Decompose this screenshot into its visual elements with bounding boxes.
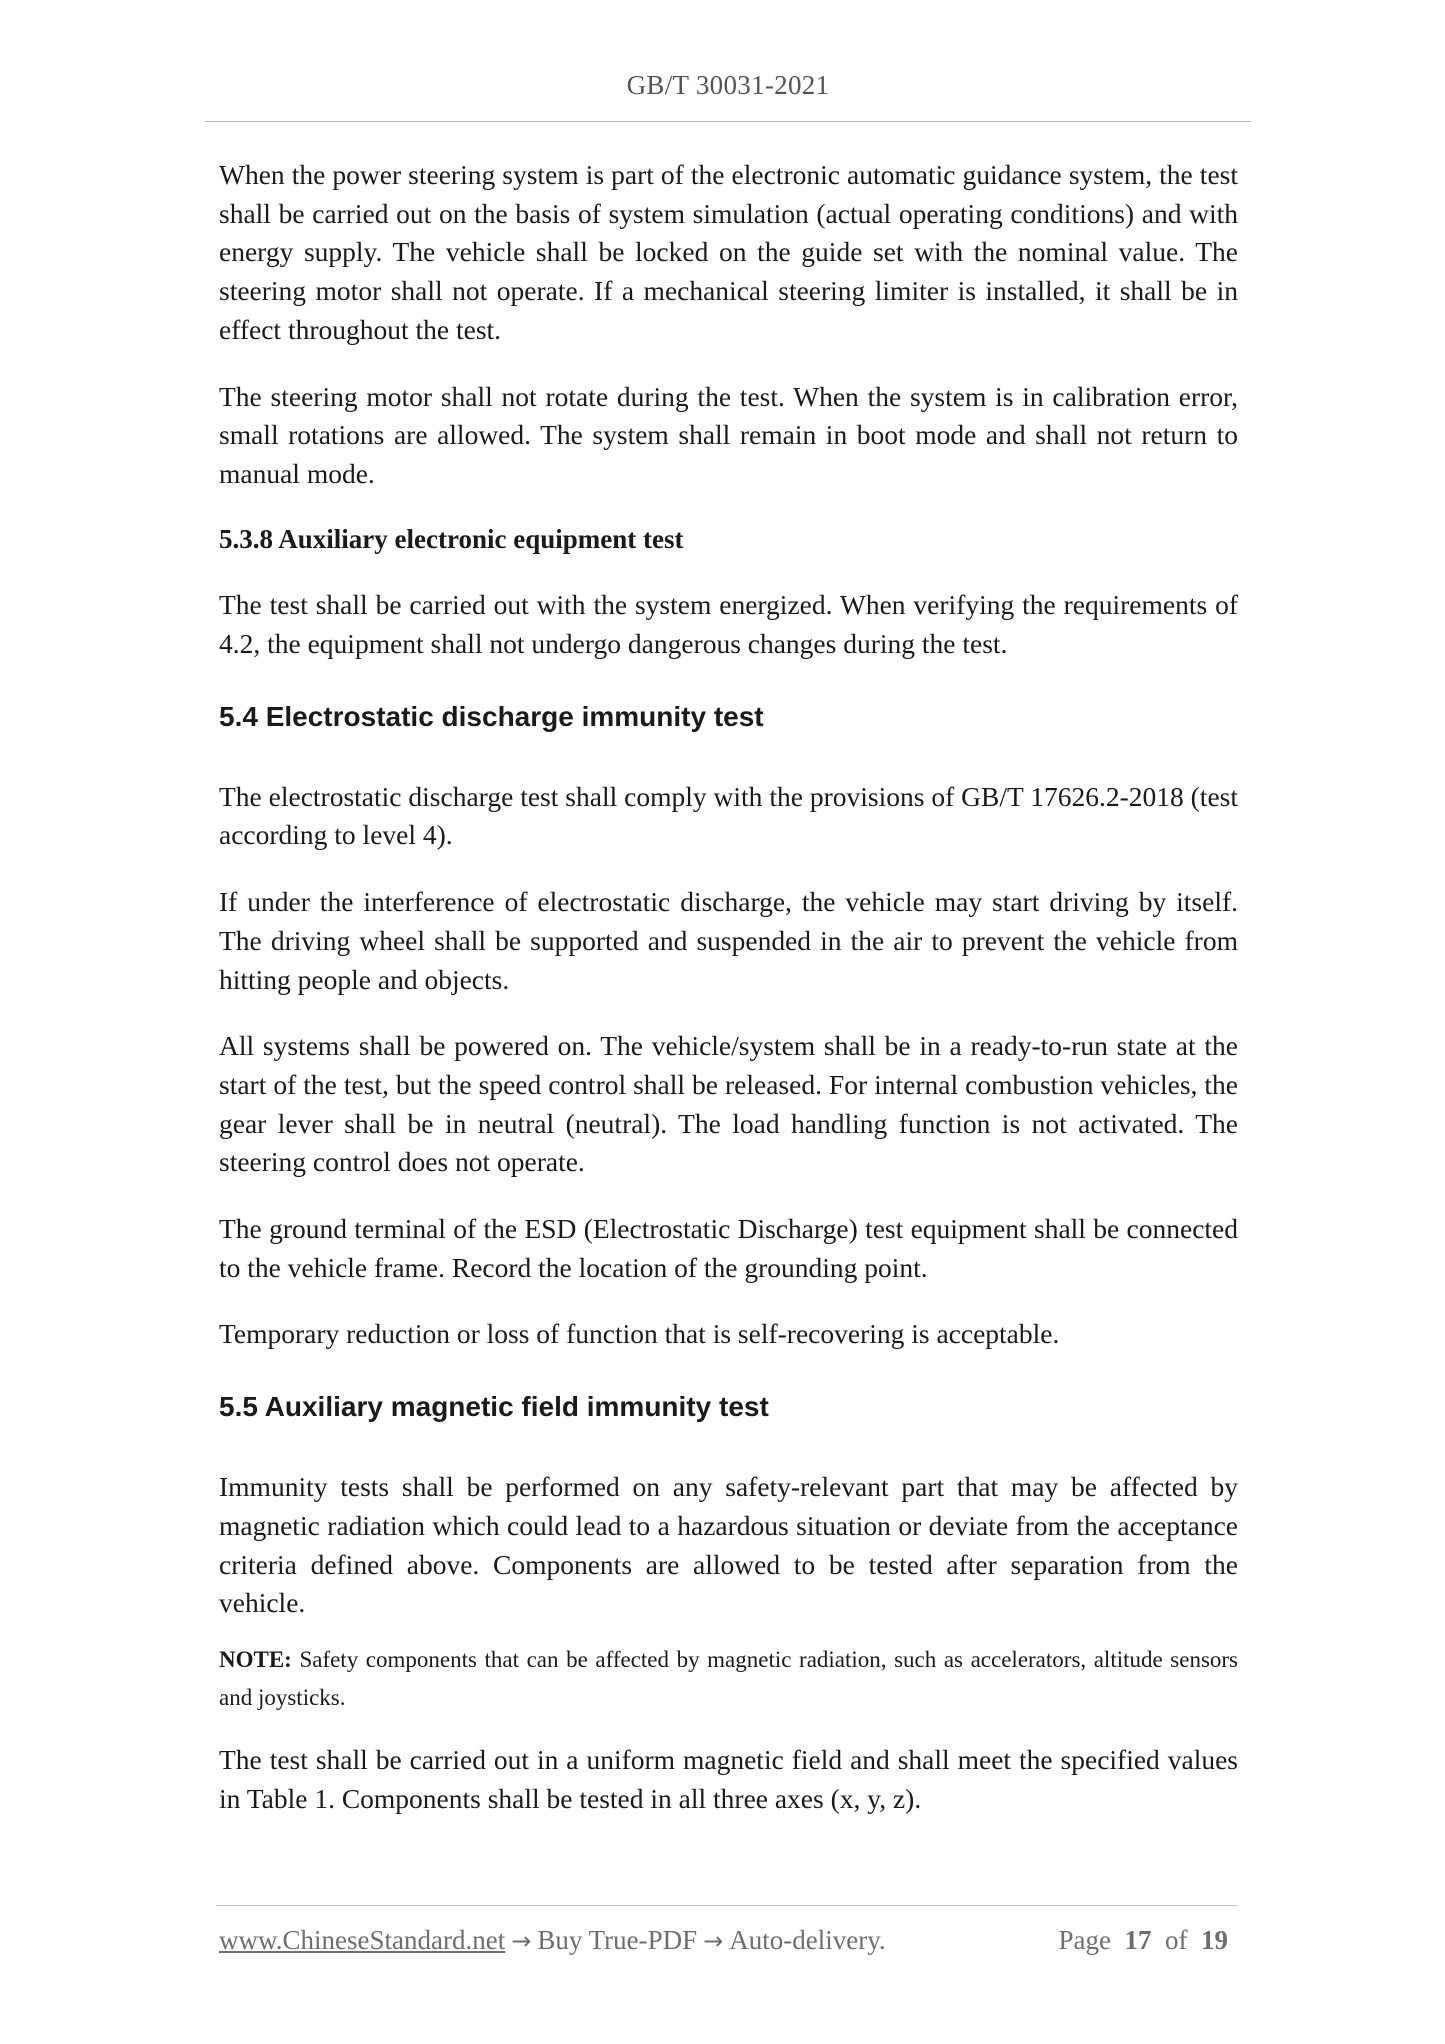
arrow-right-icon: → [703,1927,724,1955]
note-label: NOTE: [219,1646,292,1672]
paragraph-temporary-reduction: Temporary reduction or loss of function that is self-recovering is acceptable. [219,1318,1060,1350]
note [219,1641,1238,1717]
heading-5-5: 5.5 Auxiliary magnetic field immunity test [219,1391,769,1423]
delivery-text: Auto-delivery. [729,1925,886,1955]
header-divider [205,121,1251,122]
buy-text: Buy True-PDF [537,1925,698,1955]
arrow-right-icon: → [511,1927,532,1955]
current-page-number: 17 [1124,1925,1152,1955]
footer-promo [219,1925,886,1956]
paragraph-immunity-tests: Immunity tests shall be performed on any safety-relevant part that may be affected by magnetic radiation which could lead to a hazardous situation or deviate from the acceptance criteria defined above. Components are allowed to be tested after separation from the vehicle. [219,1471,1238,1619]
of-word: of [1165,1925,1188,1955]
footer-divider [216,1905,1238,1906]
paragraph-esd-interference: If under the interference of electrostatic discharge, the vehicle may start driving by itself. The driving wheel shall be supported and suspended in the air to prevent the vehicle from hitting people and objects. [219,886,1238,995]
website-link[interactable]: www.ChineseStandard.net [219,1925,506,1955]
page-body [219,156,1238,1818]
paragraph-esd-provisions: The electrostatic discharge test shall comply with the provisions of GB/T 17626.2-2018 (test according to level 4). [219,780,1238,851]
total-pages-number: 19 [1201,1925,1228,1955]
document-id-header: GB/T 30031-2021 [626,70,830,100]
note-text: Safety components that can be affected by magnetic radiation, such as accelerators, altitude sensors and joysticks. [219,1646,1239,1710]
heading-5-4: 5.4 Electrostatic discharge immunity test [219,700,764,732]
paragraph-ground-terminal: The ground terminal of the ESD (Electrostatic Discharge) test equipment shall be connected to the vehicle frame. Record the location of the grounding point. [219,1213,1238,1283]
page-indicator [1059,1925,1228,1956]
paragraph-auxiliary-test: The test shall be carried out with the system energized. When verifying the requirements of 4.2, the equipment shall not undergo dangerous changes during the test. [219,589,1238,660]
paragraph-steering-motor: The steering motor shall not rotate during the test. When the system is in calibration error, small rotations are allowed. The system shall remain in boot mode and shall not return to manual mode. [219,380,1238,489]
page-word: Page [1058,1925,1111,1955]
paragraph-uniform-field: The test shall be carried out in a uniform magnetic field and shall meet the specified values in Table 1. Components shall be tested in all three axes (x, y, z). [219,1743,1238,1814]
heading-5-3-8: 5.3.8 Auxiliary electronic equipment test [219,523,684,554]
paragraph-power-steering: When the power steering system is part of the electronic automatic guidance system, the test shall be carried out on the basis of system simulation (actual operating conditions) and with energy supply. The vehicle shall be locked on the guide set with the nominal value. The steering motor shall not operate. If a mechanical steering limiter is installed, it shall be in effect throughout the test. [219,159,1238,345]
paragraph-systems-powered: All systems shall be powered on. The vehicle/system shall be in a ready-to-run state at the start of the test, but the speed control shall be released. For internal combustion vehicles, the gear lever shall be in neutral (neutral). The load handling function is not activated. The steering control does not operate. [219,1030,1238,1178]
